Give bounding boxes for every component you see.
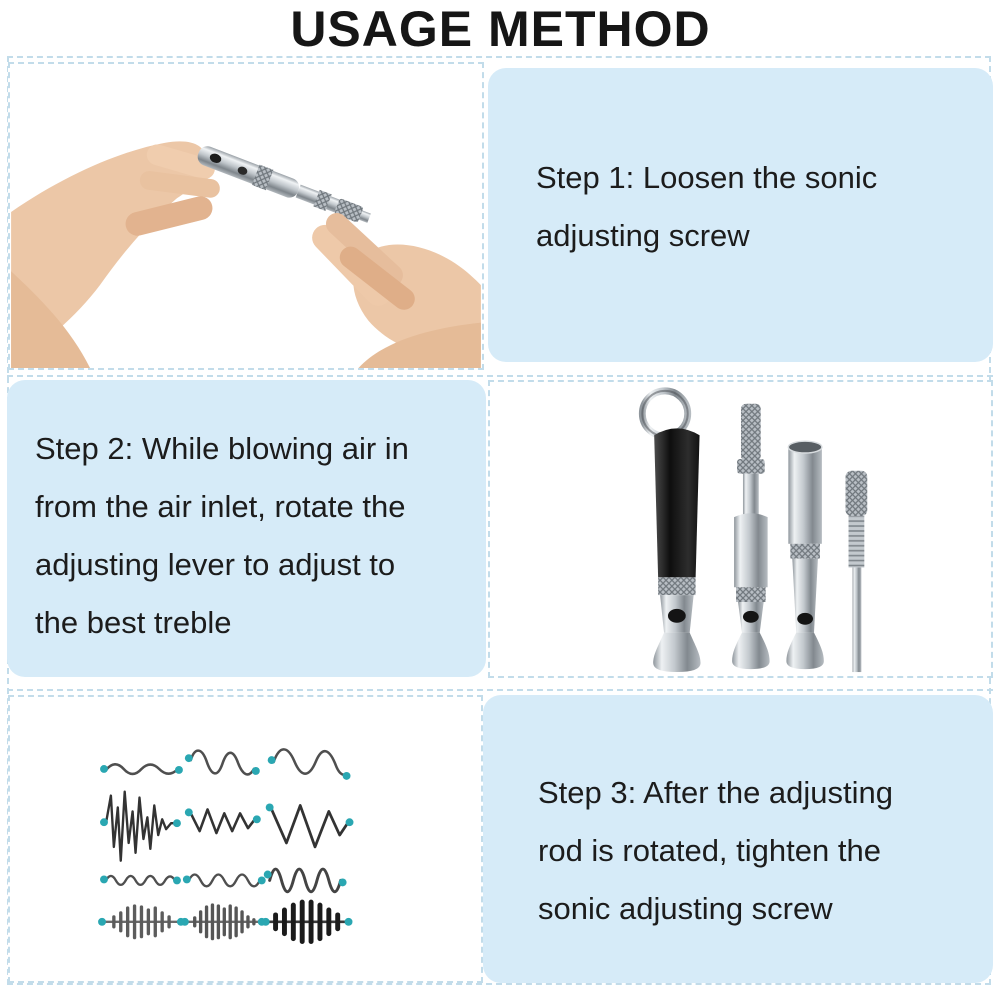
step-1-text-line: Step 1: Loosen the sonic [536,160,878,195]
hands-holding-whistle-illustration [10,64,482,368]
step-3-text-line: sonic adjusting screw [538,891,833,926]
four-whistle-parts-illustration [490,382,991,676]
step-2-text-line: from the air inlet, rotate the [35,488,406,524]
step-2-text-line: adjusting lever to adjust to [35,546,396,582]
section-divider-1 [7,375,993,377]
step-2-text-panel [7,380,486,677]
adjusting-rod [846,471,868,672]
step-1-text-panel [488,68,993,362]
step-2-photo [488,380,993,678]
whistle-rod [195,143,373,229]
sound-waves-illustration [10,697,481,981]
silver-whistle-extended [732,404,769,669]
page-title: USAGE METHOD [290,1,711,57]
step-3-text-panel [483,695,993,983]
black-whistle [642,391,700,672]
step-2-text-line: the best treble [35,604,232,640]
step-3-text-line: Step 3: After the adjusting [538,775,894,810]
step-3-illustration-panel [8,695,483,983]
silver-whistle-tube [786,441,823,669]
section-divider-2 [7,689,993,691]
step-3-text-line: rod is rotated, tighten the [538,833,881,868]
step-1-text-line: adjusting screw [536,218,750,253]
step-2-text-line: Step 2: While blowing air in [35,430,409,466]
step-1-photo [8,62,484,370]
title-bar [0,0,1001,58]
